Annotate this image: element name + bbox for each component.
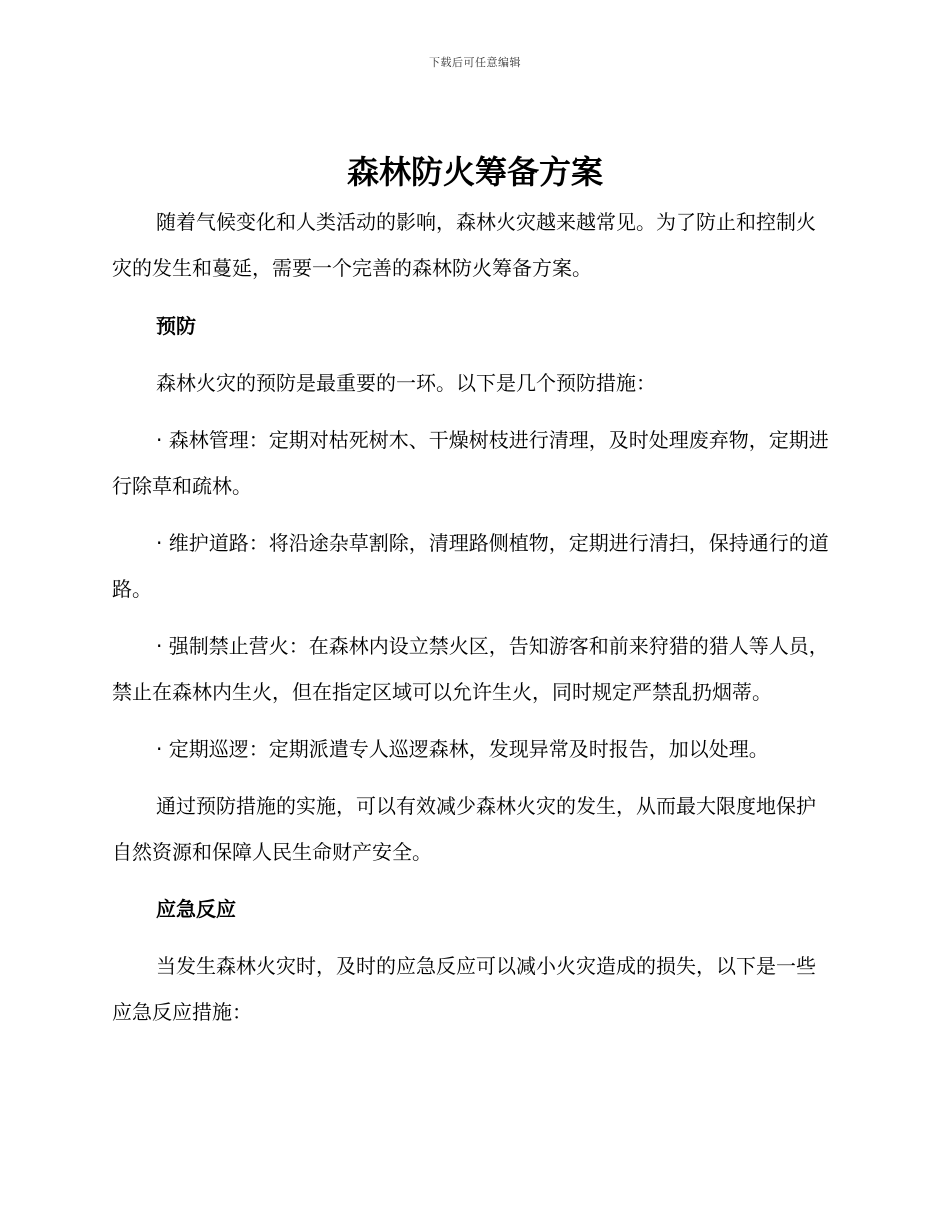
section-heading-emergency-response: 应急反应 bbox=[156, 897, 236, 921]
section-heading-prevention: 预防 bbox=[156, 314, 196, 338]
prevention-bullet-patrol: · 定期巡逻：定期派遣专人巡逻森林，发现异常及时报告，加以处理。 bbox=[156, 737, 769, 761]
prevention-bullet-forest-management: · 森林管理：定期对枯死树木、干燥树枝进行清理，及时处理废弃物，定期进行除草和疏林。 bbox=[112, 428, 829, 498]
emergency-lead-paragraph: 当发生森林火灾时，及时的应急反应可以减小火灾造成的损失，以下是一些应急反应措施： bbox=[112, 954, 816, 1024]
document-body bbox=[112, 199, 832, 1046]
document-title: 森林防火筹备方案 bbox=[346, 153, 603, 191]
prevention-bullet-campfire-ban: · 强制禁止营火：在森林内设立禁火区，告知游客和前来狩猎的猎人等人员，禁止在森林内生火，但在指定区域可以允许生火，同时规定严禁乱扔烟蒂。 bbox=[112, 634, 829, 704]
prevention-conclusion-paragraph: 通过预防措施的实施，可以有效减少森林火灾的发生，从而最大限度地保护自然资源和保障人民生命财产安全。 bbox=[112, 794, 816, 864]
intro-paragraph: 随着气候变化和人类活动的影响，森林火灾越来越常见。为了防止和控制火灾的发生和蔓延，需要一个完善的森林防火筹备方案。 bbox=[112, 210, 816, 280]
prevention-bullet-road-maintenance: · 维护道路：将沿途杂草割除，清理路侧植物，定期进行清扫，保持通行的道路。 bbox=[112, 531, 829, 601]
header-note: 下载后可任意编辑 bbox=[429, 56, 521, 69]
prevention-lead-paragraph: 森林火灾的预防是最重要的一环。以下是几个预防措施： bbox=[156, 371, 656, 395]
